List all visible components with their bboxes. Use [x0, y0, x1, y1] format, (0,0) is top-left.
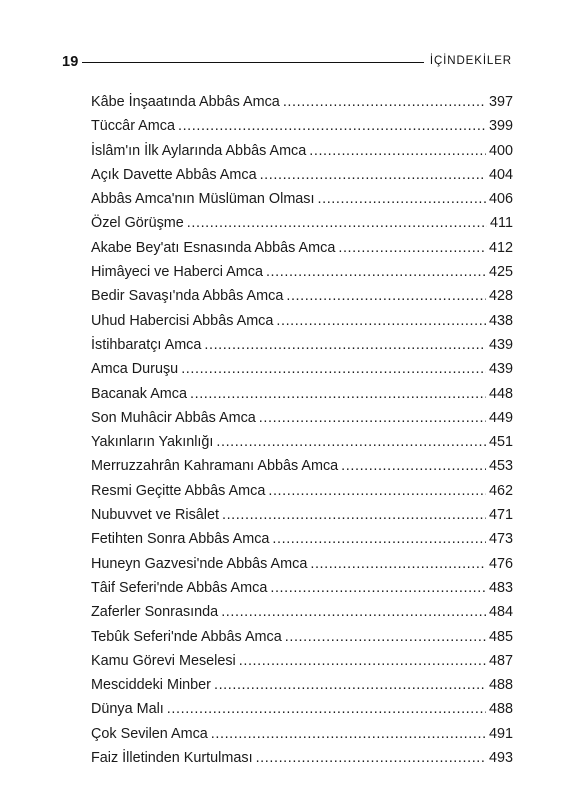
toc-entry — [91, 625, 513, 649]
toc-entry-title: Bacanak Amca — [91, 385, 187, 402]
toc-entry — [91, 260, 513, 284]
toc-entry-page: 487 — [488, 652, 513, 669]
toc-entry-page: 439 — [488, 336, 513, 353]
dot-leader — [283, 90, 486, 114]
toc-entry-title: Merruzzahrân Kahramanı Abbâs Amca — [91, 458, 339, 475]
dot-leader — [309, 139, 486, 163]
toc-entry — [91, 406, 513, 430]
toc-entry-title: Tebûk Seferi'nde Abbâs Amca — [91, 628, 282, 645]
toc-entry-page: 493 — [488, 750, 513, 767]
toc-entry-page: 399 — [488, 118, 513, 135]
dot-leader — [310, 552, 486, 576]
toc-entry — [91, 382, 513, 406]
running-title: İÇİNDEKİLER — [429, 55, 512, 68]
toc-entry-title: Abbâs Amca'nın Müslüman Olması — [91, 191, 315, 208]
toc-entry — [91, 600, 513, 624]
toc-entry — [91, 236, 513, 260]
dot-leader — [259, 406, 486, 430]
toc-entry — [91, 454, 513, 478]
toc-entry-page: 485 — [488, 628, 513, 645]
toc-entry-title: Uhud Habercisi Abbâs Amca — [91, 312, 274, 329]
toc-entry — [91, 576, 513, 600]
dot-leader — [211, 722, 486, 746]
toc-entry-page: 406 — [488, 191, 513, 208]
toc-entry-page: 476 — [488, 555, 513, 572]
toc-entry-title: Kâbe İnşaatında Abbâs Amca — [91, 94, 280, 110]
toc-entry-title: İstihbaratçı Amca — [91, 336, 202, 353]
toc-entry — [91, 649, 513, 673]
dot-leader — [187, 211, 487, 235]
dot-leader — [190, 382, 486, 406]
dot-leader — [256, 746, 486, 770]
toc-entry-page: 488 — [488, 701, 513, 718]
toc-entry — [91, 479, 513, 503]
toc-entry — [91, 139, 513, 163]
dot-leader — [221, 600, 486, 624]
toc-entry-title: Fetihten Sonra Abbâs Amca — [91, 531, 270, 548]
toc-entry — [91, 211, 513, 235]
page-number: 19 — [62, 53, 79, 70]
toc-entry-title: Açık Davette Abbâs Amca — [91, 166, 257, 183]
toc-entry-page: 412 — [488, 239, 513, 256]
toc-entry-page: 462 — [488, 482, 513, 499]
toc-entry-page: 428 — [488, 288, 513, 305]
toc-entry — [91, 90, 513, 114]
dot-leader — [178, 114, 486, 138]
dot-leader — [239, 649, 486, 673]
toc-entry-title: Faiz İlletinden Kurtulması — [91, 750, 253, 767]
dot-leader — [341, 454, 486, 478]
toc-entry — [91, 746, 513, 770]
toc-entry-page: 449 — [488, 409, 513, 426]
toc-entry-title: Tâif Seferi'nde Abbâs Amca — [91, 579, 268, 596]
toc-entry-title: Yakınların Yakınlığı — [91, 434, 214, 451]
toc-entry-title: İslâm'ın İlk Aylarında Abbâs Amca — [91, 142, 307, 159]
dot-leader — [285, 625, 486, 649]
toc-entry — [91, 309, 513, 333]
toc-entry-title: Mesciddeki Minber — [91, 677, 211, 694]
dot-leader — [272, 527, 486, 551]
toc-entry — [91, 333, 513, 357]
dot-leader — [204, 333, 486, 357]
toc-entry-title: Kamu Görevi Meselesi — [91, 652, 236, 669]
dot-leader — [266, 260, 486, 284]
dot-leader — [338, 236, 486, 260]
toc-entry — [91, 552, 513, 576]
toc-entry — [91, 722, 513, 746]
toc-entry — [91, 430, 513, 454]
toc-entry-title: Himâyeci ve Haberci Amca — [91, 264, 263, 281]
toc-entry-page: 404 — [488, 166, 513, 183]
toc-entry-title: Bedir Savaşı'nda Abbâs Amca — [91, 288, 284, 305]
toc-entry-page: 471 — [488, 507, 513, 524]
toc-entry — [91, 503, 513, 527]
toc-entry-page: 484 — [488, 604, 513, 621]
dot-leader — [222, 503, 486, 527]
toc-entry — [91, 163, 513, 187]
toc-entry-title: Dünya Malı — [91, 701, 164, 718]
dot-leader — [167, 697, 486, 721]
toc-entry-page: 473 — [488, 531, 513, 548]
dot-leader — [270, 576, 486, 600]
dot-leader — [181, 357, 486, 381]
toc-entry — [91, 284, 513, 308]
toc-entry-title: Özel Görüşme — [91, 215, 184, 232]
header-rule — [82, 62, 424, 63]
toc-entry — [91, 187, 513, 211]
toc-entry-title: Amca Duruşu — [91, 361, 179, 378]
toc-entry-title: Nubuvvet ve Risâlet — [91, 507, 219, 524]
toc-entry-title: Resmi Geçitte Abbâs Amca — [91, 482, 266, 499]
toc-entry-page: 425 — [488, 264, 513, 281]
toc-entry-page: 411 — [490, 215, 513, 232]
dot-leader — [216, 430, 486, 454]
toc-entry-title: Zaferler Sonrasında — [91, 604, 219, 621]
toc-entry-page: 397 — [488, 94, 513, 110]
toc-entry-page: 448 — [488, 385, 513, 402]
toc-entry-title: Tüccâr Amca — [91, 118, 175, 135]
toc-entry-title: Son Muhâcir Abbâs Amca — [91, 409, 256, 426]
toc-entry-title: Çok Sevilen Amca — [91, 725, 208, 742]
page-header — [62, 52, 512, 72]
toc-entry-page: 439 — [488, 361, 513, 378]
toc-entry-title: Akabe Bey'atı Esnasında Abbâs Amca — [91, 239, 336, 256]
toc-entry-title: Huneyn Gazvesi'nde Abbâs Amca — [91, 555, 308, 572]
dot-leader — [214, 673, 486, 697]
toc-entry-page: 488 — [488, 677, 513, 694]
dot-leader — [276, 309, 486, 333]
toc-entry-page: 451 — [488, 434, 513, 451]
toc-entry-page: 491 — [488, 725, 513, 742]
table-of-contents — [91, 90, 513, 770]
toc-entry-page: 483 — [488, 579, 513, 596]
toc-entry — [91, 527, 513, 551]
dot-leader — [260, 163, 486, 187]
toc-entry — [91, 357, 513, 381]
toc-entry — [91, 114, 513, 138]
dot-leader — [318, 187, 486, 211]
toc-entry-page: 400 — [488, 142, 513, 159]
dot-leader — [286, 284, 486, 308]
dot-leader — [268, 479, 486, 503]
toc-entry — [91, 673, 513, 697]
toc-entry-page: 438 — [488, 312, 513, 329]
toc-entry — [91, 697, 513, 721]
toc-entry-page: 453 — [488, 458, 513, 475]
